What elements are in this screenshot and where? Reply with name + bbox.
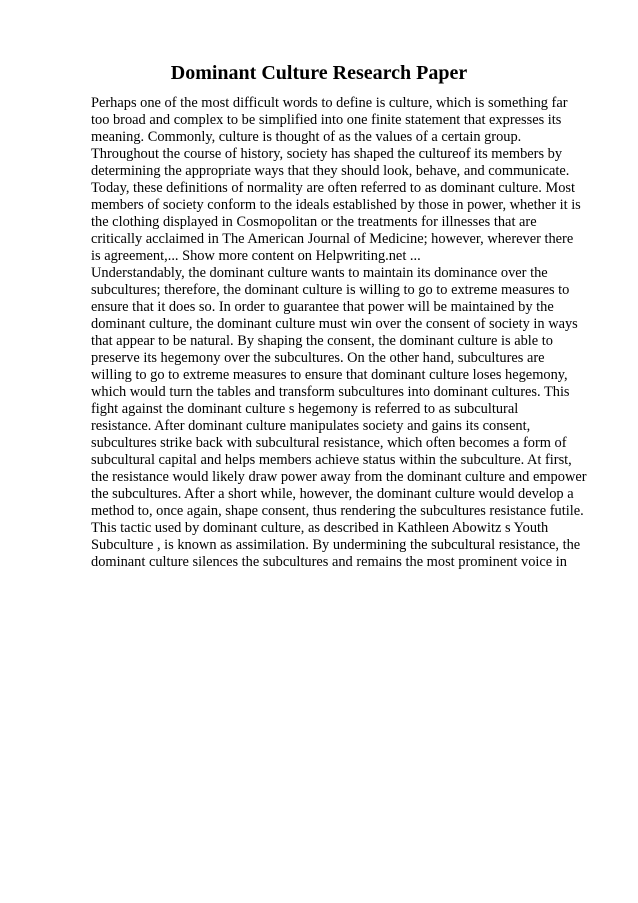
text-line: subcultures; therefore, the dominant culture is willing to go to extreme measures to xyxy=(91,282,570,298)
text-line: Throughout the course of history, society has shaped the cultureof its members by xyxy=(91,146,563,162)
text-line: method to, once again, shape consent, thus rendering the subcultures resistance futile. xyxy=(91,503,584,519)
text-line: meaning. Commonly, culture is thought of as the values of a certain group. xyxy=(91,129,522,145)
text-line: that appear to be natural. By shaping the consent, the dominant culture is able to xyxy=(91,333,553,349)
text-line: subcultures strike back with subcultural resistance, which often becomes a form of xyxy=(91,435,567,451)
text-line: the resistance would likely draw power away from the dominant culture and empower xyxy=(91,469,587,485)
text-line: dominant culture, the dominant culture must win over the consent of society in ways xyxy=(91,316,578,332)
text-line: resistance. After dominant culture manipulates society and gains its consent, xyxy=(91,418,531,434)
text-line: fight against the dominant culture s hegemony is referred to as subcultural xyxy=(91,401,519,417)
text-line: subcultural capital and helps members achieve status within the subculture. At first, xyxy=(91,452,572,468)
text-line: members of society conform to the ideals established by those in power, whether it is xyxy=(91,197,581,213)
text-line: willing to go to extreme measures to ensure that dominant culture loses hegemony, xyxy=(91,367,568,383)
text-line: preserve its hegemony over the subcultures. On the other hand, subcultures are xyxy=(91,350,545,366)
text-line: This tactic used by dominant culture, as described in Kathleen Abowitz s Youth xyxy=(91,520,549,536)
text-line: Understandably, the dominant culture wants to maintain its dominance over the xyxy=(91,265,548,281)
text-line: critically acclaimed in The American Journal of Medicine; however, wherever there xyxy=(91,231,574,247)
document-title: Dominant Culture Research Paper xyxy=(170,62,468,84)
text-line: Perhaps one of the most difficult words to define is culture, which is something far xyxy=(91,95,568,111)
text-line: ensure that it does so. In order to guarantee that power will be maintained by the xyxy=(91,299,554,315)
text-line: which would turn the tables and transform subcultures into dominant cultures. This xyxy=(91,384,570,400)
text-line: dominant culture silences the subcultures and remains the most prominent voice in xyxy=(91,554,567,570)
text-line: Today, these definitions of normality are often referred to as dominant culture. Most xyxy=(91,180,575,196)
text-line: is agreement,... Show more content on Helpwriting.net ... xyxy=(91,248,421,264)
text-line: the clothing displayed in Cosmopolitan or the treatments for illnesses that are xyxy=(91,214,537,230)
text-line: Subculture , is known as assimilation. By undermining the subcultural resistance, the xyxy=(91,537,581,553)
text-line: too broad and complex to be simplified into one finite statement that expresses its xyxy=(91,112,562,128)
document-body xyxy=(91,95,591,571)
text-line: determining the appropriate ways that they should look, behave, and communicate. xyxy=(91,163,570,179)
text-line: the subcultures. After a short while, however, the dominant culture would develop a xyxy=(91,486,574,502)
